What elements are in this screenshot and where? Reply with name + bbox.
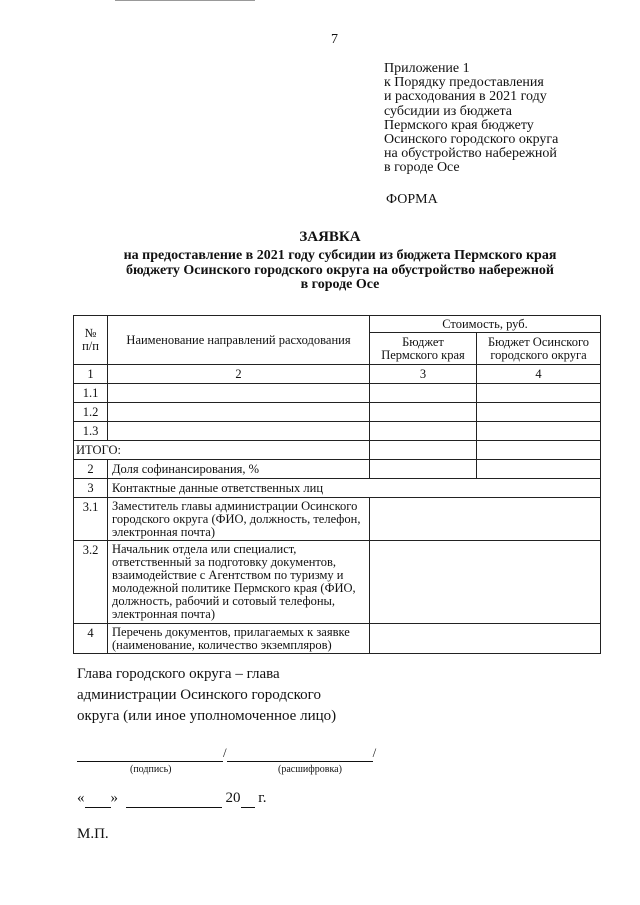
- row-city-cell[interactable]: [477, 403, 601, 422]
- index-cell: 2: [108, 365, 370, 384]
- row-num: 1.3: [74, 422, 108, 441]
- index-row: [74, 365, 601, 384]
- appendix-line: и расходования в 2021 году: [384, 89, 547, 105]
- date-year-field[interactable]: [241, 790, 255, 808]
- row-label: Доля софинансирования, %: [108, 460, 370, 479]
- specialist-row: [74, 541, 601, 624]
- row-num: 3: [74, 479, 108, 498]
- appendix-line: Осинского городского округа: [384, 132, 559, 148]
- specialist-value-cell[interactable]: [370, 541, 601, 624]
- date-day-field[interactable]: [85, 790, 111, 808]
- row-name-cell[interactable]: [108, 403, 370, 422]
- appendix-line: Приложение 1: [384, 61, 470, 76]
- date-suffix: г.: [258, 790, 267, 806]
- row-city-cell[interactable]: [477, 384, 601, 403]
- signature-field[interactable]: [77, 745, 223, 762]
- appendix-line: субсидии из бюджета: [384, 103, 513, 119]
- signatory-line: администрации Осинского городского: [77, 687, 321, 703]
- page-number: 7: [331, 32, 338, 47]
- row-region-cell[interactable]: [370, 403, 477, 422]
- signatory-block: [77, 664, 336, 727]
- cofinancing-row: [74, 460, 601, 479]
- slash: /: [372, 745, 377, 760]
- total-city-cell[interactable]: [477, 441, 601, 460]
- row-num: 4: [74, 624, 108, 654]
- header-name: Наименование направлений расходования: [108, 316, 370, 365]
- date-month-field[interactable]: [126, 790, 222, 808]
- table-row: [74, 403, 601, 422]
- table-row: [74, 384, 601, 403]
- stamp-place: М.П.: [77, 826, 109, 842]
- total-label: ИТОГО:: [74, 441, 370, 460]
- header-budget-region: Бюджет Пермского края: [370, 333, 477, 365]
- row-label: Начальник отдела или специалист, ответственный за подготовку документов, взаимодействие с Агентством по туризму и молодежной политике Пермского края (ФИО, должность, рабочий и сотовый телефоны, электронная почта): [108, 541, 370, 624]
- index-cell: 3: [370, 365, 477, 384]
- document-subtitle: [80, 249, 600, 293]
- index-cell: 4: [477, 365, 601, 384]
- forma-label: ФОРМА: [386, 192, 438, 207]
- total-row: [74, 441, 601, 460]
- deputy-head-row: [74, 498, 601, 541]
- index-cell: 1: [74, 365, 108, 384]
- row-num: 1.2: [74, 403, 108, 422]
- table-row: [74, 422, 601, 441]
- application-table: [73, 315, 601, 654]
- row-name-cell[interactable]: [108, 422, 370, 441]
- contacts-row: [74, 479, 601, 498]
- date-line: [77, 790, 266, 808]
- documents-value-cell[interactable]: [370, 624, 601, 654]
- total-region-cell[interactable]: [370, 441, 477, 460]
- signature-caption: (подпись): [130, 764, 172, 775]
- appendix-line: Пермского края бюджету: [384, 117, 534, 133]
- top-edge-line: [115, 0, 255, 1]
- decoding-caption: (расшифровка): [278, 764, 342, 775]
- row-num: 3.1: [74, 498, 108, 541]
- row-region-cell[interactable]: [370, 384, 477, 403]
- row-num: 1.1: [74, 384, 108, 403]
- header-num: № п/п: [74, 316, 108, 365]
- deputy-head-value-cell[interactable]: [370, 498, 601, 541]
- row-num: 3.2: [74, 541, 108, 624]
- date-open-quote: «: [77, 790, 85, 806]
- document-title: ЗАЯВКА: [299, 229, 361, 245]
- appendix-line: на обустройство набережной: [384, 146, 557, 162]
- slash: /: [223, 745, 227, 760]
- row-label: Контактные данные ответственных лиц: [108, 479, 601, 498]
- cofinancing-city-cell[interactable]: [477, 460, 601, 479]
- row-label: Заместитель главы администрации Осинского городского округа (ФИО, должность, телефон, электронная почта): [108, 498, 370, 541]
- subtitle-line: в городе Осе: [300, 277, 380, 292]
- appendix-block: [384, 62, 614, 176]
- appendix-line: к Порядку предоставления: [384, 75, 544, 91]
- signatory-line: Глава городского округа – глава: [77, 666, 280, 682]
- date-year-prefix: 20: [225, 790, 241, 806]
- signatory-line: округа (или иное уполномоченное лицо): [77, 708, 337, 724]
- row-num: 2: [74, 460, 108, 479]
- row-region-cell[interactable]: [370, 422, 477, 441]
- decoding-field[interactable]: [227, 745, 373, 762]
- row-label: Перечень документов, прилагаемых к заявке (наименование, количество экземпляров): [108, 624, 370, 654]
- subtitle-line: бюджету Осинского городского округа на обустройство набережной: [126, 262, 554, 278]
- documents-row: [74, 624, 601, 654]
- subtitle-line: на предоставление в 2021 году субсидии из бюджета Пермского края: [123, 248, 557, 263]
- date-close-quote: »: [110, 790, 118, 806]
- row-name-cell[interactable]: [108, 384, 370, 403]
- header-budget-city: Бюджет Осинского городского округа: [477, 333, 601, 365]
- row-city-cell[interactable]: [477, 422, 601, 441]
- cofinancing-region-cell[interactable]: [370, 460, 477, 479]
- appendix-line: в городе Осе: [384, 160, 460, 176]
- signature-lines: [77, 745, 376, 762]
- header-cost: Стоимость, руб.: [370, 316, 601, 333]
